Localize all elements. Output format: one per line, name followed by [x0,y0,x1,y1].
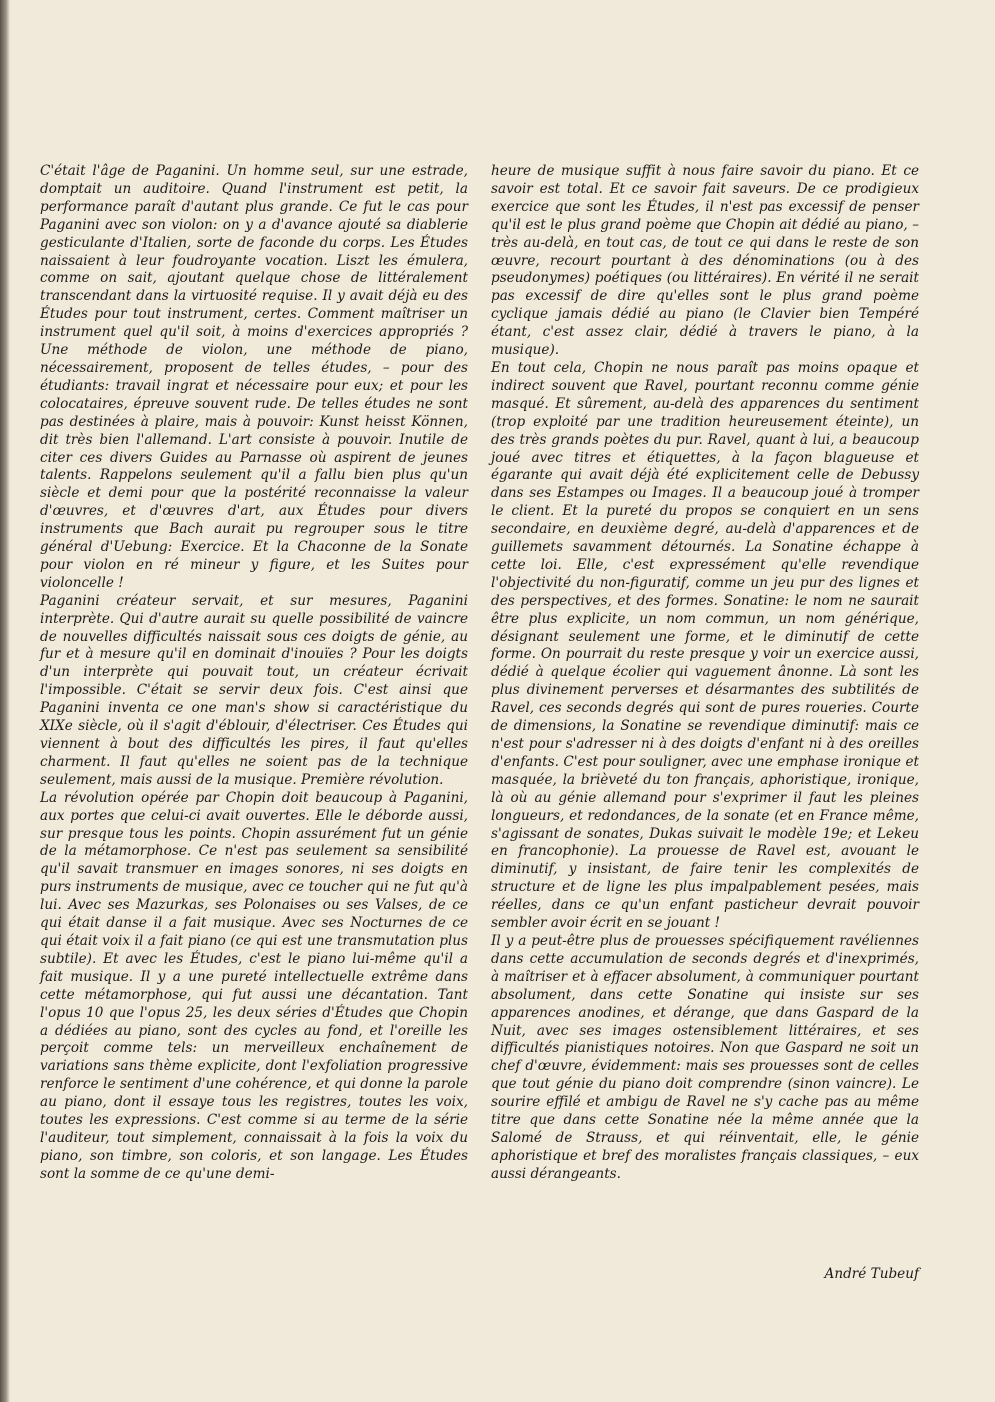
paragraph-chopin-poeme: heure de musique suffit à nous faire savoir du piano. Et ce savoir est total. Et ce savoir fait saveurs. De ce prodigieux exercice que sont les Études, il n'est pas excessif de penser qu'il est le plus grand poème que Chopin ait dédié au piano, – très au-delà, en tout cas, de tout ce qui dans le reste de son œuvre, recourt pourtant à des dénominations (ou à des pseudonymes) poétiques (ou littéraires). En vérité il ne serait pas excessif de dire qu'elles sont le plus grand poème cyclique jamais dédié au piano (le Clavier bien Tempéré étant, c'est assez clair, dédié à travers le piano, à la musique). [491,163,919,359]
right-text-column [491,163,919,1184]
page-edge-shadow [0,0,10,1402]
left-text-column [40,163,468,1184]
author-signature: André Tubeuf [824,1266,919,1282]
paragraph-chopin-revolution: La révolution opérée par Chopin doit beaucoup à Paganini, aux portes que celui-ci avait ouvertes. Elle le déborde aussi, sur presque tous les points. Chopin assurément fut un génie de la métamorphose. Ce n'est pas seulement sa sensibilité qu'il savait transmuer en images sonores, ni ses doigts en purs instruments de musique, avec ce toucher qui ne fut qu'à lui. Avec ses Mazurkas, ses Polonaises ou ses Valses, de ce qui était danse il a fait musique. Avec ses Nocturnes de ce qui était voix il a fait piano (ce qui est une transmutation plus subtile). Et avec les Études, c'est le piano lui-même qu'il a fait musique. Il y a une pureté intellectuelle extrême dans cette métamorphose, qui fut aussi une décantation. Tant l'opus 10 que l'opus 25, les deux séries d'Études que Chopin a dédiées au piano, sont des cycles au fond, et l'oreille les perçoit comme tels: un merveilleux enchaînement de variations sans thème explicite, dont l'exfoliation progressive renforce le sentiment d'une cohérence, et qui donne la parole au piano, dont il essaye tous les registres, toutes les voix, toutes les expressions. C'est comme si au terme de la série l'auditeur, tout simplement, connaissait à la fois la voix du piano, son timbre, son coloris, et son langage. Les Études sont la somme de ce qu'une demi- [40,789,468,1182]
paragraph-ravel-sonatine: En tout cela, Chopin ne nous paraît pas moins opaque et indirect souvent que Ravel, pourtant reconnu comme génie masqué. Et sûrement, au-delà des apparences du sentiment (trop exploité par une tradition heureusement éteinte), un des très grands poètes du pur. Ravel, quant à lui, a beaucoup joué avec titres et étiquettes, à la façon blagueuse et égarante qui avait déjà été explicitement celle de Debussy dans ses Estampes ou Images. Il a beaucoup joué à tromper le client. Et la pureté du propos se conquiert en un sens secondaire, en deuxième degré, au-delà d'apparences et de guillemets savamment détournés. La Sonatine échappe à cette loi. Elle, c'est expressément qu'elle revendique l'objectivité du non-figuratif, comme un jeu pur des lignes et des perspectives, et des formes. Sonatine: le nom ne saurait être plus explicite, un nom commun, un nom générique, désignant seulement une forme, et le diminutif de cette forme. On pourrait du reste presque y voir un exercice aussi, dédié à quelque écolier qui vaguement ânonne. Là sont les plus divinement perverses et désarmantes des subtilités de Ravel, ces seconds degrés qui sont de pures roueries. Courte de dimensions, la Sonatine se revendique diminutif: mais ce n'est pour s'adresser ni à des doigts d'enfant ni à des oreilles d'enfants. C'est pour souligner, avec une emphase ironique et masquée, la brièveté du ton français, aphoristique, ironique, là où au génie allemand pour s'exprimer il faut les pleines longueurs, et redondances, de la sonate (et en France même, s'agissant de sonates, Dukas suivait le modèle 19e; et Lekeu en francophonie). La prouesse de Ravel est, avouant le diminutif, y insistant, de faire tenir les complexités de structure et de ligne les plus impalpablement pesées, mais réelles, dans ce qu'un enfant pasticheur devrait pouvoir sembler avoir écrit en se jouant ! [491,359,919,932]
paragraph-ravel-prouesses: Il y a peut-être plus de prouesses spécifiquement ravéliennes dans cette accumulation de seconds degrés et d'inexprimés, à maîtriser et à effacer absolument, à communiquer pourtant absolument, dans cette Sonatine qui insiste sur ses apparences anodines, et dérange, que dans Gaspard de la Nuit, avec ses images ostensiblement littéraires, et ses difficultés pianistiques notoires. Non que Gaspard ne soit un chef d'œuvre, évidemment: mais ses prouesses sont de celles que tout génie du piano doit comprendre (sinon vaincre). Le sourire effilé et ambigu de Ravel ne s'y cache pas au même titre que dans cette Sonatine née la même année que la Salomé de Strauss, et qui réinventait, elle, le génie aphoristique et bref des moralistes français classiques, – eux aussi dérangeants. [491,932,919,1182]
paragraph-paganini-intro: C'était l'âge de Paganini. Un homme seul, sur une estrade, domptait un auditoire. Quand l'instrument est petit, la performance paraît d'autant plus grande. Ce fut le cas pour Paganini avec son violon: on y a d'avance ajouté sa diablerie gesticulante d'Italien, sorte de faconde du corps. Les Études naissaient à leur foudroyante vocation. Liszt les émulera, comme on sait, ajoutant quelque chose de littéralement transcendant dans la virtuosité requise. Il y avait déjà eu des Études pour tout instrument, certes. Comment maîtriser un instrument quel qu'il soit, à moins d'exercices appropriés ? Une méthode de violon, une méthode de piano, nécessairement, proposent de telles études, – pour des étudiants: travail ingrat et nécessaire pour eux; et pour les colocataires, épreuve souvent rude. De telles études ne sont pas destinées à plaire, mais à pouvoir: Kunst heisst Können, dit très bien l'allemand. L'art consiste à pouvoir. Inutile de citer ces divers Guides au Parnasse où aspirent de jeunes talents. Rappelons seulement qu'il a fallu bien plus qu'un siècle et demi pour que la postérité reconnaisse la valeur d'œuvres, et d'œuvres d'art, aux Études pour divers instruments que Bach aurait pu regrouper sous le titre général d'Uebung: Exercice. Et la Chaconne de la Sonate pour violon en ré mineur y figure, et les Suites pour violoncelle ! [40,163,468,591]
paragraph-paganini-interprete: Paganini créateur servait, et sur mesures, Paganini interprète. Qui d'autre aurait su quelle possibilité de vaincre de nouvelles difficultés naissait sous ces doigts de génie, au fur et à mesure qu'il en dominait d'inouïes ? Pour les doigts d'un interprète qui pouvait tout, un créateur écrivait l'impossible. C'était se servir deux fois. C'est ainsi que Paganini inventa ce one man's show si caractéristique du XIXe siècle, où il s'agit d'éblouir, d'électriser. Ces Études qui viennent à bout des difficultés les pires, il faut qu'elles charment. Il faut qu'elles ne soient pas de la technique seulement, mais aussi de la musique. Première révolution. [40,592,468,788]
